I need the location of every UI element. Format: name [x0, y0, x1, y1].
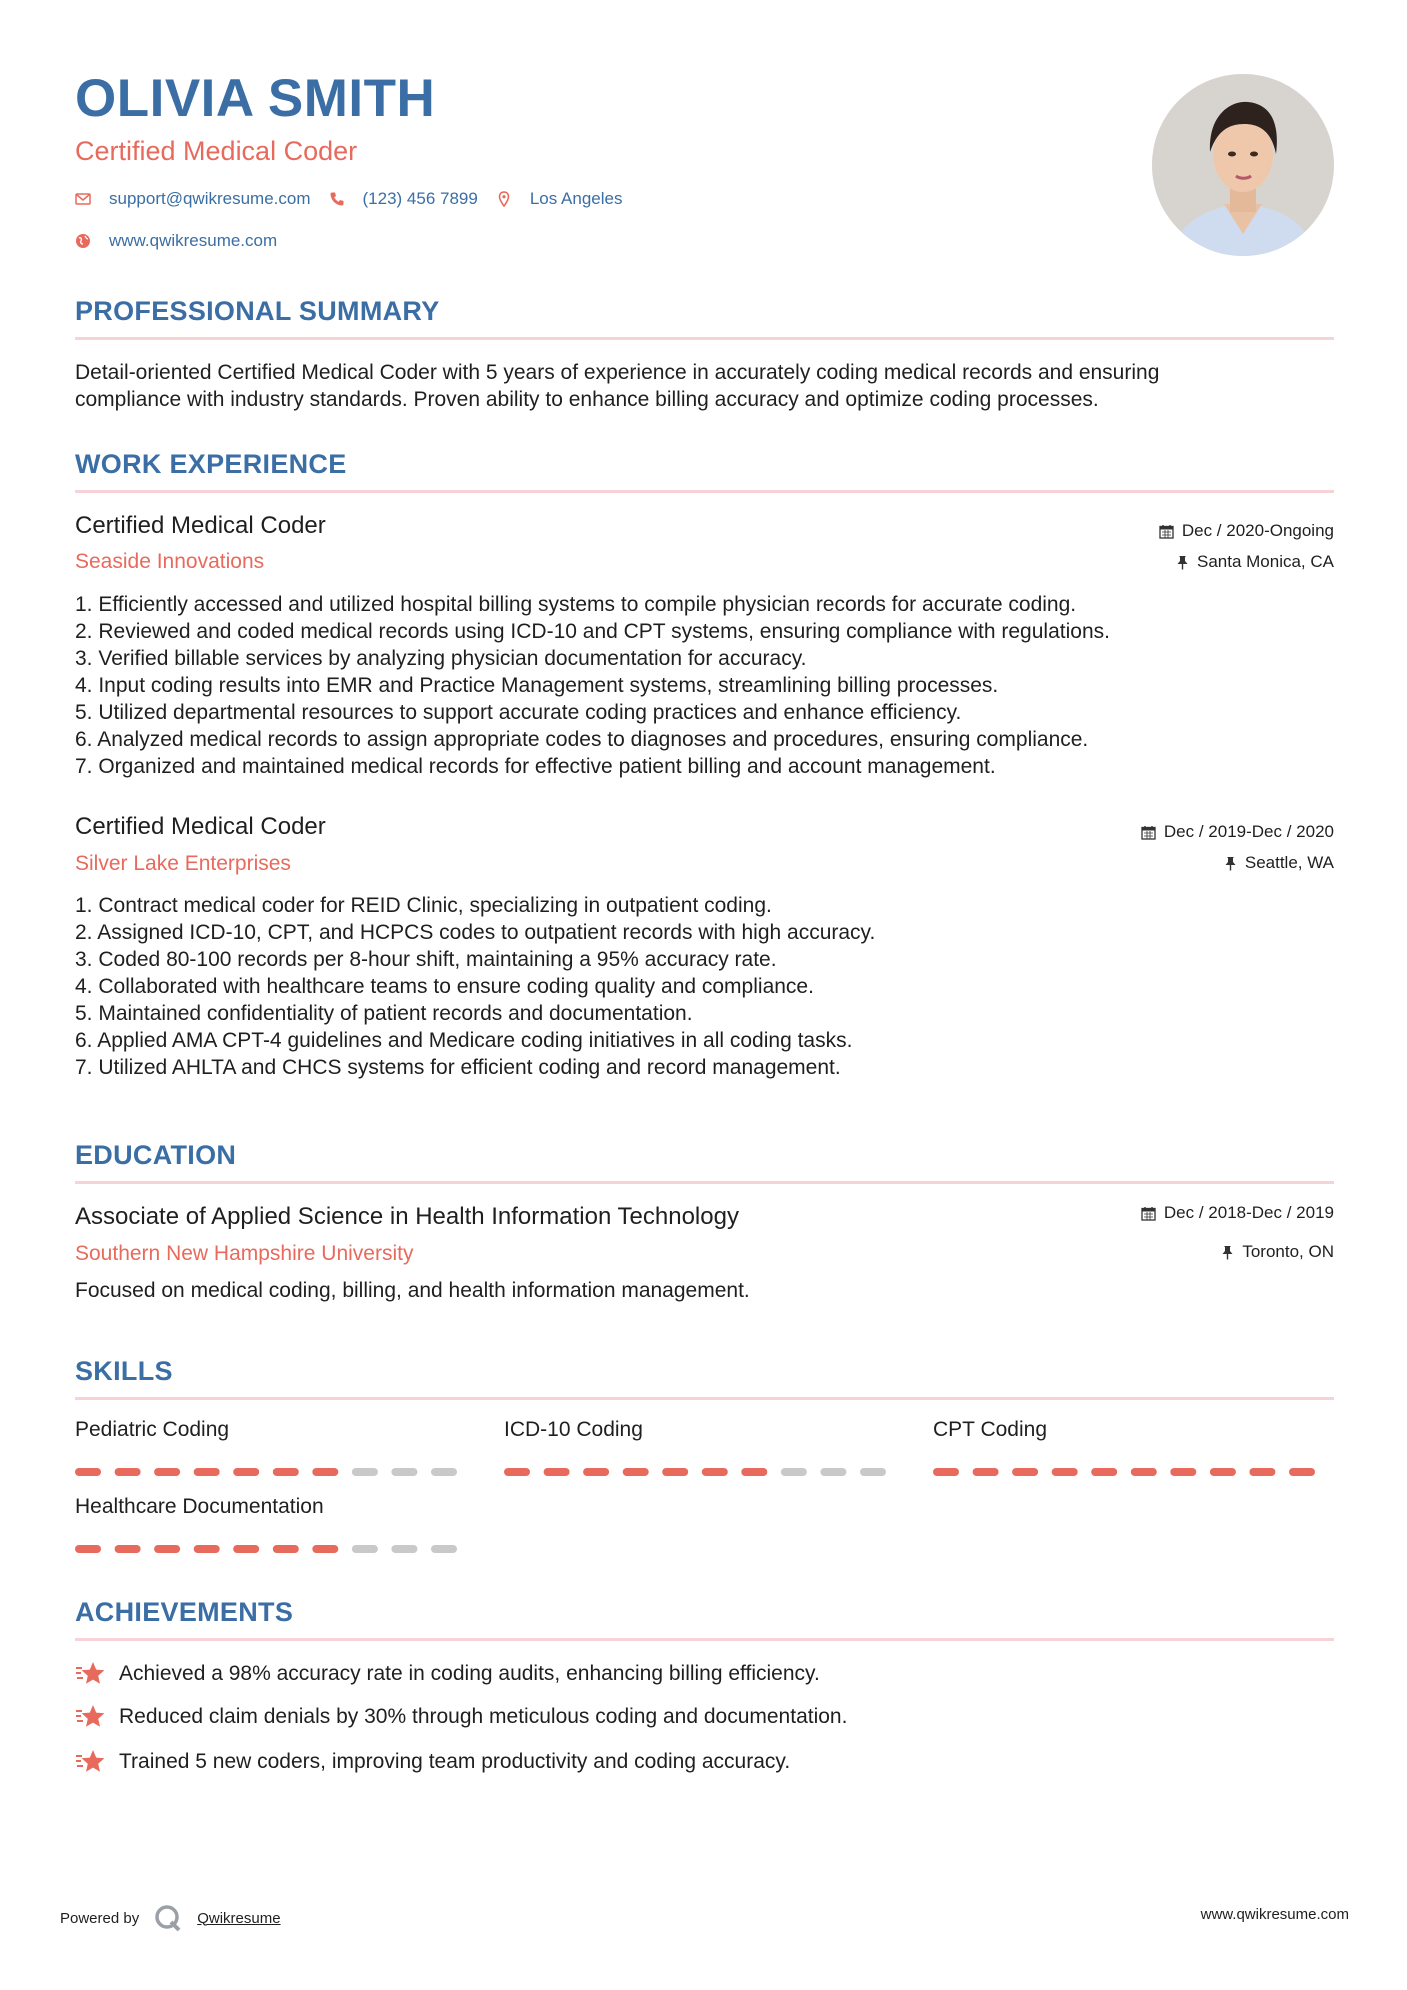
- skill-dash-empty: [781, 1468, 807, 1476]
- education-degree: Associate of Applied Science in Health Information Technology: [75, 1203, 739, 1230]
- education-description: Focused on medical coding, billing, and health information management.: [75, 1279, 750, 1302]
- skill-dash-filled: [75, 1545, 101, 1553]
- calendar-icon: [1159, 524, 1174, 539]
- phone-text[interactable]: (123) 456 7899: [362, 189, 478, 208]
- summary-heading: PROFESSIONAL SUMMARY: [75, 296, 440, 326]
- skill-rating-bar: [75, 1544, 457, 1554]
- powered-by-text: Powered by: [60, 1909, 140, 1927]
- skill-label: Healthcare Documentation: [75, 1495, 324, 1518]
- skill-dash-filled: [1012, 1468, 1038, 1476]
- pushpin-icon: [1176, 555, 1189, 570]
- skill-dash-filled: [1131, 1468, 1157, 1476]
- candidate-title: Certified Medical Coder: [75, 136, 358, 166]
- contact-website[interactable]: [75, 231, 277, 251]
- section-divider: [75, 337, 1334, 340]
- skill-label: Pediatric Coding: [75, 1418, 230, 1441]
- achievement-item: [75, 1748, 790, 1776]
- skill-dash-filled: [273, 1468, 299, 1476]
- star-icon: [75, 1703, 107, 1731]
- summary-line: compliance with industry standards. Proven ability to enhance billing accuracy and optimize coding processes.: [75, 388, 1099, 411]
- footer-powered-by: [60, 1903, 281, 1933]
- job-dates: [1159, 521, 1334, 541]
- candidate-name: OLIVIA SMITH: [75, 69, 436, 128]
- education-dates: [1141, 1203, 1334, 1223]
- envelope-icon: [75, 191, 91, 207]
- skill-dash-filled: [75, 1468, 101, 1476]
- job-location-text: Santa Monica, CA: [1196, 552, 1334, 571]
- skill-dash-filled: [273, 1545, 299, 1553]
- list-item: 1. Contract medical coder for REID Clinic, specializing in outpatient coding.: [75, 894, 772, 917]
- skill-dash-empty: [352, 1468, 378, 1476]
- section-divider: [75, 1181, 1334, 1184]
- pushpin-icon: [1221, 1245, 1234, 1260]
- skill-dash-filled: [741, 1468, 767, 1476]
- skill-dash-filled: [1170, 1468, 1196, 1476]
- job-duties-list: [75, 892, 875, 1081]
- skill-dash-filled: [194, 1545, 220, 1553]
- job-role: Certified Medical Coder: [75, 512, 326, 539]
- skill-dash-filled: [115, 1468, 141, 1476]
- list-item: 1. Efficiently accessed and utilized hospital billing systems to compile physician records for accurate coding.: [75, 593, 1077, 616]
- star-icon: [75, 1748, 107, 1776]
- list-item: 6. Applied AMA CPT-4 guidelines and Medicare coding initiatives in all coding tasks.: [75, 1029, 853, 1052]
- summary-line: Detail-oriented Certified Medical Coder with 5 years of experience in accurately coding medical records and ensuring: [75, 361, 1160, 384]
- skill-dash-filled: [504, 1468, 530, 1476]
- skill-dash-empty: [820, 1468, 846, 1476]
- skill-dash-filled: [154, 1468, 180, 1476]
- skill-dash-filled: [1249, 1468, 1275, 1476]
- qwikresume-logo-icon: [153, 1903, 183, 1933]
- job-company: Silver Lake Enterprises: [75, 852, 291, 875]
- pushpin-icon: [1224, 856, 1237, 871]
- skill-dash-filled: [312, 1468, 338, 1476]
- website-text[interactable]: www.qwikresume.com: [109, 231, 278, 250]
- achievement-item: [75, 1703, 847, 1731]
- experience-heading: WORK EXPERIENCE: [75, 449, 347, 479]
- list-item: 4. Collaborated with healthcare teams to ensure coding quality and compliance.: [75, 975, 814, 998]
- achievement-item: [75, 1660, 820, 1688]
- list-item: 7. Organized and maintained medical records for effective patient billing and account management.: [75, 755, 996, 778]
- contact-row: [75, 189, 640, 209]
- skill-label: CPT Coding: [933, 1418, 1048, 1441]
- map-pin-icon: [496, 191, 512, 207]
- education-heading: EDUCATION: [75, 1140, 237, 1170]
- website-row: [75, 231, 295, 251]
- education-location: [1221, 1242, 1334, 1262]
- education-school: Southern New Hampshire University: [75, 1242, 414, 1265]
- star-icon: [75, 1660, 107, 1688]
- skill-rating-bar: [933, 1467, 1315, 1477]
- job-dates-text: Dec / 2019-Dec / 2020: [1163, 822, 1334, 841]
- skill-dash-filled: [662, 1468, 688, 1476]
- skill-dash-empty: [431, 1545, 457, 1553]
- skill-rating-bar: [75, 1467, 457, 1477]
- skill-dash-filled: [583, 1468, 609, 1476]
- job-company: Seaside Innovations: [75, 550, 265, 573]
- list-item: 7. Utilized AHLTA and CHCS systems for efficient coding and record management.: [75, 1056, 841, 1079]
- section-divider: [75, 1638, 1334, 1641]
- list-item: 3. Verified billable services by analyzing physician documentation for accuracy.: [75, 647, 807, 670]
- skill-dash-filled: [1052, 1468, 1078, 1476]
- contact-phone[interactable]: [329, 189, 478, 209]
- skill-dash-empty: [352, 1545, 378, 1553]
- achievement-text: Reduced claim denials by 30% through meticulous coding and documentation.: [119, 1705, 848, 1728]
- contact-location: [496, 189, 623, 209]
- skill-dash-filled: [233, 1468, 259, 1476]
- phone-icon: [329, 191, 345, 207]
- list-item: 4. Input coding results into EMR and Practice Management systems, streamlining billing processes.: [75, 674, 999, 697]
- list-item: 5. Maintained confidentiality of patient records and documentation.: [75, 1002, 693, 1025]
- skill-dash-filled: [623, 1468, 649, 1476]
- skill-dash-empty: [391, 1545, 417, 1553]
- profile-photo: [1152, 74, 1334, 256]
- skill-dash-filled: [973, 1468, 999, 1476]
- skill-dash-filled: [544, 1468, 570, 1476]
- skill-rating-bar: [504, 1467, 886, 1477]
- skill-dash-filled: [154, 1545, 180, 1553]
- skill-dash-filled: [115, 1545, 141, 1553]
- summary-text: [75, 359, 1335, 413]
- avatar: [1152, 74, 1334, 256]
- skill-dash-filled: [194, 1468, 220, 1476]
- education-dates-text: Dec / 2018-Dec / 2019: [1163, 1203, 1334, 1222]
- skill-dash-empty: [391, 1468, 417, 1476]
- globe-icon: [75, 233, 91, 249]
- achievement-text: Trained 5 new coders, improving team productivity and coding accuracy.: [119, 1750, 791, 1773]
- skill-dash-empty: [860, 1468, 886, 1476]
- list-item: 2. Reviewed and coded medical records using ICD-10 and CPT systems, ensuring compliance with regulations.: [75, 620, 1110, 643]
- calendar-icon: [1141, 1206, 1156, 1221]
- section-divider: [75, 490, 1334, 493]
- job-location: [1224, 853, 1334, 873]
- skill-dash-empty: [431, 1468, 457, 1476]
- achievements-heading: ACHIEVEMENTS: [75, 1597, 294, 1627]
- list-item: 6. Analyzed medical records to assign appropriate codes to diagnoses and procedures, ensuring compliance.: [75, 728, 1089, 751]
- list-item: 5. Utilized departmental resources to support accurate coding practices and enhance efficiency.: [75, 701, 962, 724]
- skill-dash-filled: [1091, 1468, 1117, 1476]
- skill-dash-filled: [1210, 1468, 1236, 1476]
- list-item: 3. Coded 80-100 records per 8-hour shift, maintaining a 95% accuracy rate.: [75, 948, 777, 971]
- contact-email[interactable]: [75, 189, 311, 209]
- skill-dash-filled: [1289, 1468, 1315, 1476]
- job-location: [1176, 552, 1334, 572]
- skill-dash-filled: [312, 1545, 338, 1553]
- job-dates-text: Dec / 2020-Ongoing: [1181, 521, 1334, 540]
- education-location-text: Toronto, ON: [1242, 1242, 1334, 1261]
- achievement-text: Achieved a 98% accuracy rate in coding audits, enhancing billing efficiency.: [119, 1662, 820, 1685]
- job-dates: [1141, 822, 1334, 842]
- job-role: Certified Medical Coder: [75, 813, 326, 840]
- skill-dash-filled: [933, 1468, 959, 1476]
- skill-dash-filled: [702, 1468, 728, 1476]
- skills-heading: SKILLS: [75, 1356, 173, 1386]
- job-location-text: Seattle, WA: [1244, 853, 1334, 872]
- location-text: Los Angeles: [529, 189, 623, 208]
- footer-url[interactable]: www.qwikresume.com: [1200, 1906, 1349, 1923]
- job-duties-list: [75, 591, 1110, 780]
- skill-label: ICD-10 Coding: [504, 1418, 643, 1441]
- email-text[interactable]: support@qwikresume.com: [109, 189, 311, 208]
- skill-dash-filled: [233, 1545, 259, 1553]
- brand-link[interactable]: Qwikresume: [197, 1909, 281, 1927]
- list-item: 2. Assigned ICD-10, CPT, and HCPCS codes to outpatient records with high accuracy.: [75, 921, 876, 944]
- section-divider: [75, 1397, 1334, 1400]
- calendar-icon: [1141, 825, 1156, 840]
